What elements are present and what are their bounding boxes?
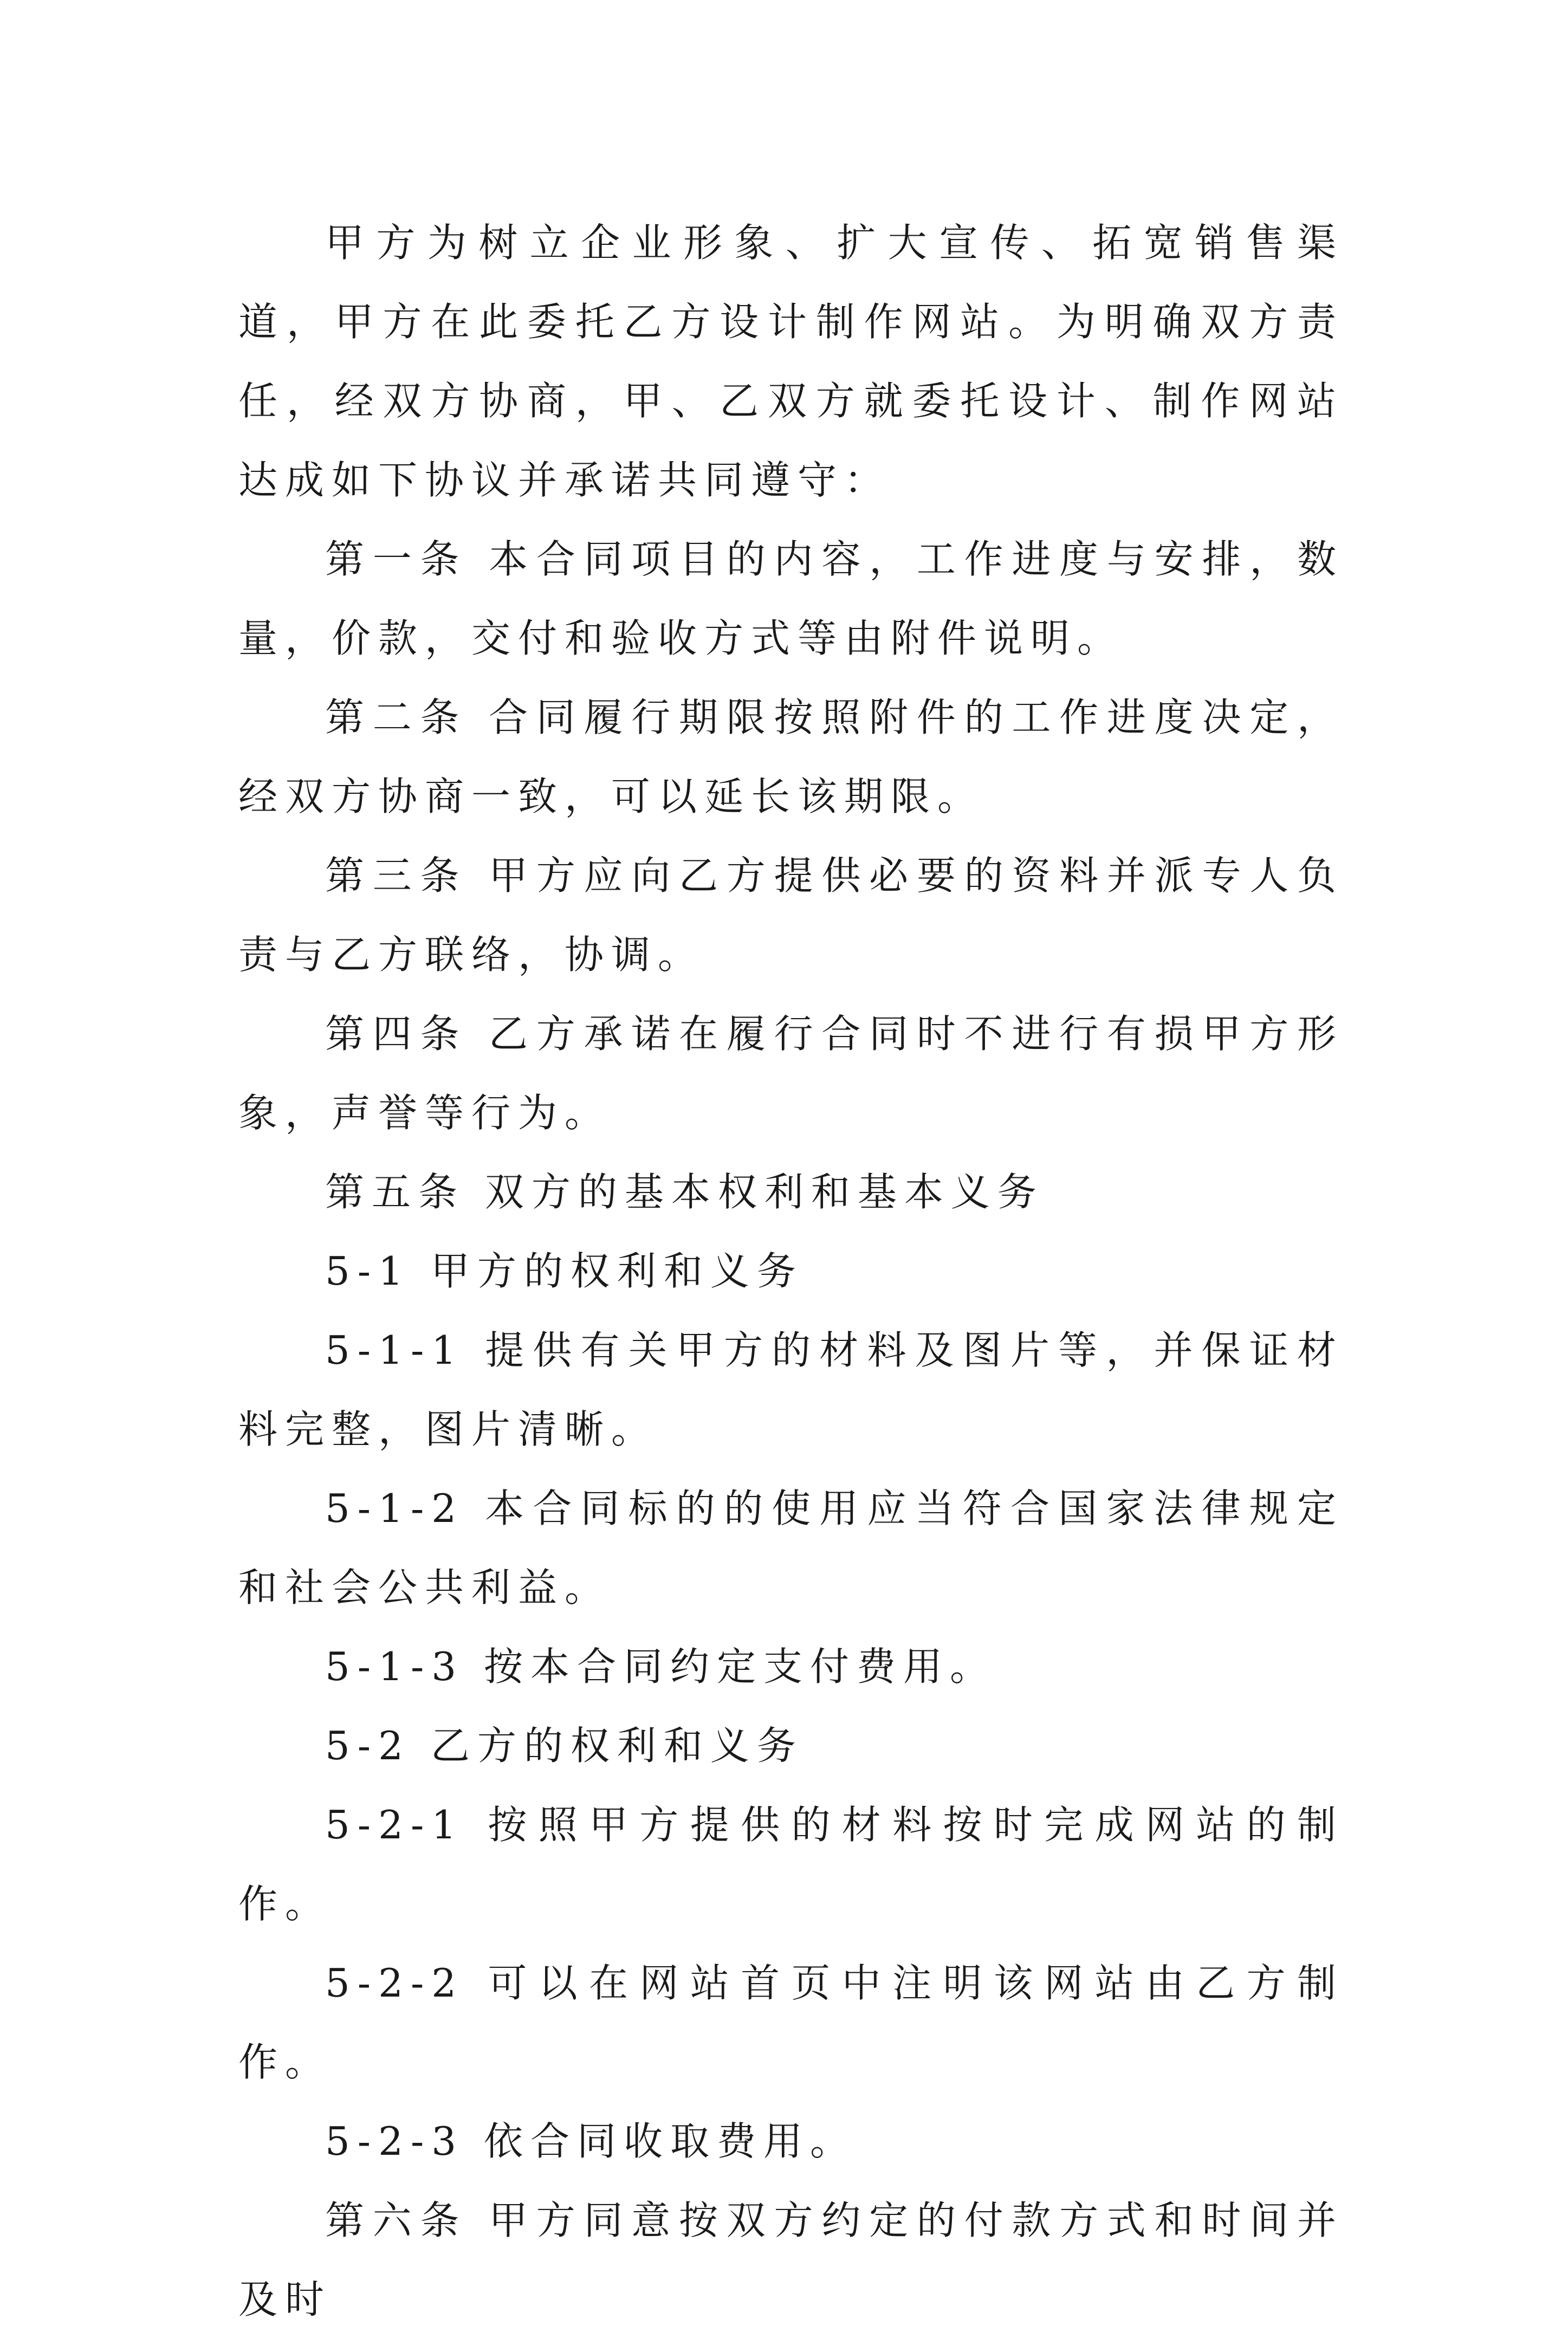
clause-5-1-1: 5-1-1 提供有关甲方的材料及图片等，并保证材料完整，图片清晰。 xyxy=(238,1327,1344,1452)
article-2: 第二条 合同履行期限按照附件的工作进度决定，经双方协商一致，可以延长该期限。 xyxy=(238,695,1344,819)
section-5-2-heading: 5-2 乙方的权利和义务 xyxy=(325,1723,804,1768)
clause-5-2-2: 5-2-2 可以在网站首页中注明该网站由乙方制作。 xyxy=(238,1960,1344,2085)
clause-5-1-3: 5-1-3 按本合同约定支付费用。 xyxy=(325,1644,996,1689)
intro-paragraph: 甲方为树立企业形象、扩大宣传、拓宽销售渠道，甲方在此委托乙方设计制作网站。为明确双方责任，经双方协商，甲、乙双方就委托设计、制作网站达成如下协议并承诺共同遵守： xyxy=(238,220,1344,503)
article-4: 第四条 乙方承诺在履行合同时不进行有损甲方形象，声誉等行为。 xyxy=(238,1011,1344,1136)
article-5-heading: 第五条 双方的基本权利和基本义务 xyxy=(325,1169,1044,1215)
article-1: 第一条 本合同项目的内容，工作进度与安排，数量，价款，交付和验收方式等由附件说明。 xyxy=(238,536,1344,661)
section-5-1-heading: 5-1 甲方的权利和义务 xyxy=(325,1248,804,1294)
clause-5-2-1: 5-2-1 按照甲方提供的材料按时完成网站的制作。 xyxy=(238,1802,1344,1927)
clause-5-2-3: 5-2-3 依合同收取费用。 xyxy=(325,2118,857,2164)
article-6: 第六条 甲方同意按双方约定的付款方式和时间并及时 xyxy=(238,2198,1344,2322)
clause-5-1-2: 5-1-2 本合同标的的使用应当符合国家法律规定和社会公共利益。 xyxy=(238,1486,1344,1610)
document-body xyxy=(238,203,1344,2339)
article-3: 第三条 甲方应向乙方提供必要的资料并派专人负责与乙方联络，协调。 xyxy=(238,853,1344,977)
